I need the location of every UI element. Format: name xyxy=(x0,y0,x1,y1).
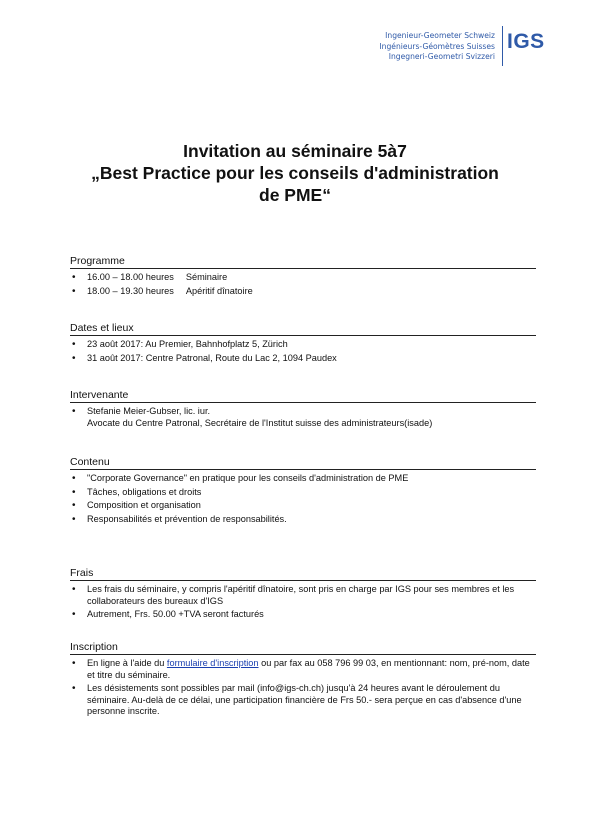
org-name-fr: Ingénieurs-Géomètres Suisses xyxy=(379,41,495,51)
list-item: • Tâches, obligations et droits xyxy=(70,487,536,499)
org-name-de: Ingenieur-Geometer Schweiz xyxy=(385,31,495,40)
list-item: • 23 août 2017: Au Premier, Bahnhofplatz 5, Zürich xyxy=(70,339,536,351)
org-name-it: Ingegneri-Geometri Svizzeri xyxy=(388,52,495,62)
title-line-2: „Best Practice pour les conseils d'administration xyxy=(91,163,499,183)
programme-label: Séminaire xyxy=(185,272,228,282)
inscription-text: ou par fax au 058 796 99 03, en mentionnant: nom, pré-nom, date et titre du séminaire. xyxy=(87,658,530,680)
list-item: • 31 août 2017: Centre Patronal, Route du Lac 2, 1094 Paudex xyxy=(70,353,536,365)
section-programme xyxy=(70,255,536,299)
section-heading: Frais xyxy=(70,567,536,581)
list-item: • Les désistements sont possibles par mail (info@igs-ch.ch) jusqu'à 24 heures avant le déroulement du séminaire. Au-delà de ce délai, une participation financière de Frs 50.- sera perçue en cas d'absence d'une personne inscrite. xyxy=(70,683,536,718)
list-item: • Responsabilités et prévention de responsabilités. xyxy=(70,514,536,526)
igs-logo: IGS xyxy=(507,30,545,53)
programme-label: Apéritif dînatoire xyxy=(185,285,253,296)
programme-time: 16.00 – 18.00 heures xyxy=(87,272,174,282)
section-intervenante xyxy=(70,389,536,431)
list-item xyxy=(70,272,536,284)
section-frais xyxy=(70,567,536,623)
list-item: • Composition et organisation xyxy=(70,500,536,512)
inscription-text: En ligne à l'aide du xyxy=(87,658,167,668)
title-line-3: de PME“ xyxy=(259,185,331,205)
registration-form-link[interactable]: formulaire d'inscription xyxy=(166,658,259,668)
section-dates xyxy=(70,322,536,366)
section-heading: Programme xyxy=(70,255,536,269)
organization-names xyxy=(379,31,495,63)
page-title xyxy=(50,140,540,206)
section-heading: Contenu xyxy=(70,456,536,470)
section-contenu xyxy=(70,456,536,527)
list-item xyxy=(70,658,536,681)
section-heading: Dates et lieux xyxy=(70,322,536,336)
list-item xyxy=(70,406,536,429)
section-inscription xyxy=(70,641,536,720)
list-item: • "Corporate Governance" en pratique pour les conseils d'administration de PME xyxy=(70,473,536,485)
list-item xyxy=(70,286,536,298)
section-heading: Inscription xyxy=(70,641,536,655)
programme-time: 18.00 – 19.30 heures xyxy=(87,285,174,296)
speaker-role: Avocate du Centre Patronal, Secrétaire de l'Institut suisse des administrateurs(isade) xyxy=(87,417,433,428)
list-item: • Autrement, Frs. 50.00 +TVA seront facturés xyxy=(70,609,536,621)
list-item: • Les frais du séminaire, y compris l'apéritif dînatoire, sont pris en charge par IGS pour ses membres et les collaborateurs des bureaux d'IGS xyxy=(70,584,536,607)
logo-divider xyxy=(502,26,503,66)
speaker-name: • Stefanie Meier-Gubser, lic. iur. xyxy=(87,406,211,416)
section-heading: Intervenante xyxy=(70,389,536,403)
title-line-1: Invitation au séminaire 5à7 xyxy=(183,141,407,161)
